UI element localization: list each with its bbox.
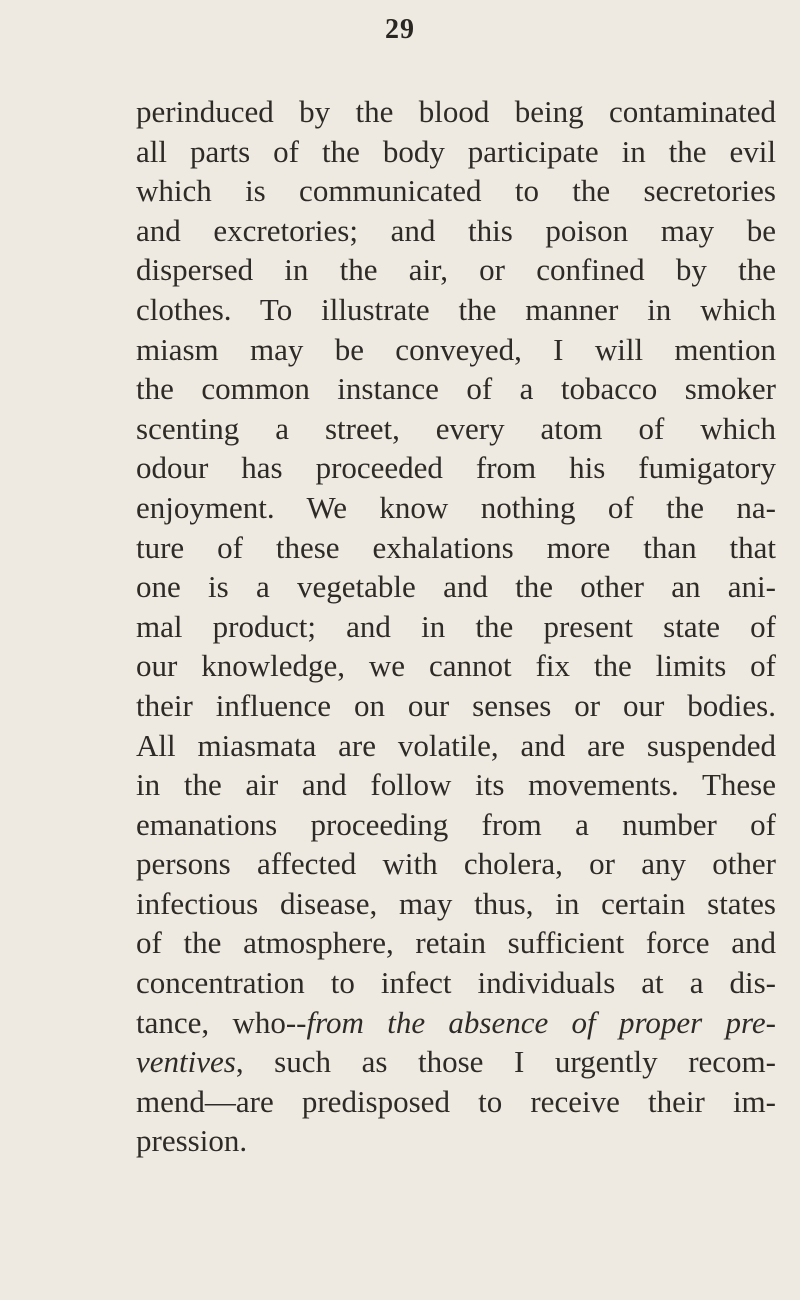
text-line: ture of these exhalations more than that — [136, 529, 776, 565]
text-line: perinduced by the blood being contaminated — [136, 94, 776, 129]
text-line: infectious disease, may thus, in certain states — [136, 885, 776, 921]
text-line: our knowledge, we cannot fix the limits of — [136, 648, 776, 684]
italic-phrase: from the absence of proper pre- — [306, 1004, 776, 1040]
text-line-mixed — [136, 1003, 776, 1043]
text-line: all parts of the body participate in the evil — [136, 133, 776, 169]
italic-word: ventives — [136, 1044, 236, 1080]
text-fragment: , such as those I urgently recom- — [235, 1044, 776, 1080]
text-line: in the air and follow its movements. These — [136, 767, 776, 803]
text-line-final: pression. — [136, 1123, 248, 1159]
text-line: persons affected with cholera, or any other — [136, 846, 776, 882]
text-line: which is communicated to the secretories — [136, 173, 776, 209]
text-line: emanations proceeding from a number of — [136, 806, 776, 842]
text-line: enjoyment. We know nothing of the na- — [136, 489, 776, 525]
text-line: mend—are predisposed to receive their im- — [136, 1083, 776, 1119]
text-line: concentration to infect individuals at a dis- — [136, 965, 776, 1001]
text-line: dispersed in the air, or confined by the — [136, 252, 776, 288]
text-line: and excretories; and this poison may be — [136, 212, 776, 248]
text-line-mixed — [136, 1042, 776, 1082]
text-line: their influence on our senses or our bodies. — [136, 687, 776, 723]
text-line: clothes. To illustrate the manner in which — [136, 291, 776, 327]
text-line: miasm may be conveyed, I will mention — [136, 331, 776, 367]
text-fragment: tance, who-- — [136, 1004, 307, 1040]
text-line: All miasmata are volatile, and are suspended — [136, 727, 776, 763]
text-line: mal product; and in the present state of — [136, 608, 776, 644]
text-line: of the atmosphere, retain sufficient force and — [136, 925, 776, 961]
text-line: scenting a street, every atom of which — [136, 410, 776, 446]
text-line: odour has proceeded from his fumigatory — [136, 450, 776, 486]
text-line: the common instance of a tobacco smoker — [136, 371, 776, 407]
page-number: 29 — [385, 14, 415, 45]
text-line: one is a vegetable and the other an ani- — [136, 569, 776, 605]
body-paragraph — [136, 92, 776, 1161]
